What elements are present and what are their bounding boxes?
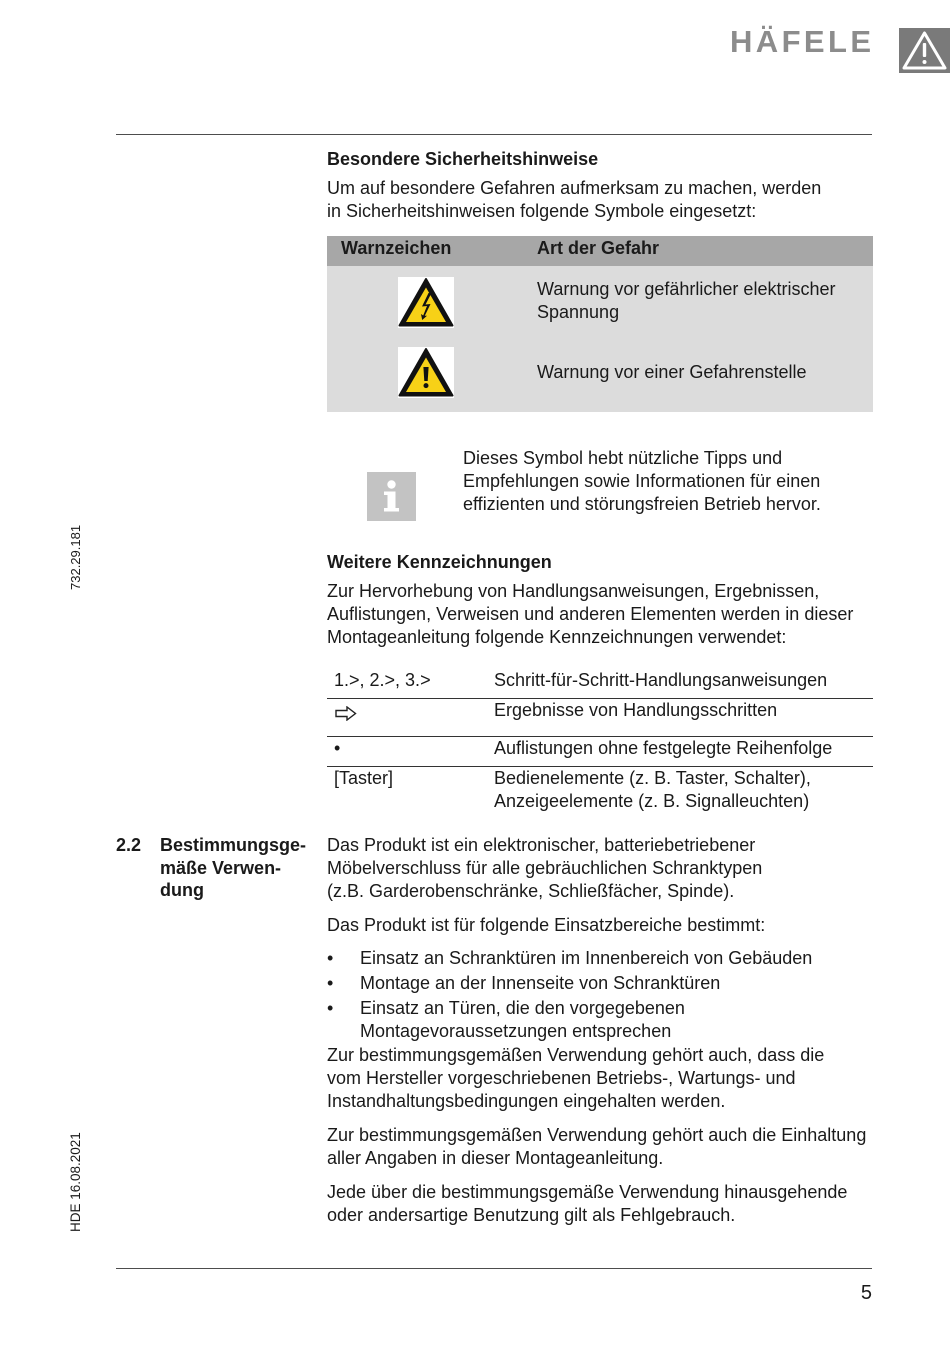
marking-description: Ergebnisse von Handlungsschritten [494,700,778,720]
paragraph-line: Zur bestimmungsgemäßen Verwendung gehört auch, dass die [327,1045,825,1065]
bullet-symbol: • [327,973,334,993]
hazard-symbol-table [327,236,873,412]
marking-description: Auflistungen ohne festgelegte Reihenfolge [494,738,833,758]
paragraph-line: Jede über die bestimmungsgemäße Verwendung hinausgehende [327,1182,848,1202]
paragraph-line: vom Hersteller vorgeschriebenen Betriebs-, Wartungs- und [327,1068,796,1088]
electrical-voltage-warning-icon [398,277,454,328]
tip-note-text [463,447,821,516]
markings-table [327,669,873,812]
markings-intro [327,580,853,649]
list-item [360,997,685,1043]
hazard-table-header [327,236,873,266]
list-item: Montage an der Innenseite von Schranktüren [360,973,721,993]
column-header-sign: Warnzeichen [341,238,452,258]
paragraph-line: Instandhaltungsbedingungen eingehalten werden. [327,1091,726,1111]
marking-symbol: • [334,738,341,758]
paragraph-line: Möbelverschluss für alle gebräuchlichen Schranktypen [327,858,763,878]
list-item: Einsatz an Schranktüren im Innenbereich von Gebäuden [360,948,813,968]
marking-description: Schritt-für-Schritt-Handlungsanweisungen [494,670,828,690]
paragraph-line: Auflistungen, Verweisen und anderen Elementen werden in dieser [327,604,854,624]
hazard-row-line: Spannung [537,302,620,322]
marking-description-line: Anzeigeelemente (z. B. Signalleuchten) [494,791,810,811]
hazard-row-text [537,361,806,384]
article-number: 732.29.181 [68,524,83,590]
use-intro: Das Produkt ist für folgende Einsatzbereiche bestimmt: [327,915,766,935]
paragraph-line: oder andersartige Benutzung gilt als Fehlgebrauch. [327,1205,736,1225]
hazard-row-line: Warnung vor einer Gefahrenstelle [537,362,807,382]
marking-description [494,767,811,813]
marking-symbol: [Taster] [334,768,394,788]
markings-heading: Weitere Kennzeichnungen [327,552,552,572]
marking-symbol: 1.>, 2.>, 3.> [334,670,431,690]
list-item-line: Einsatz an Türen, die den vorgegebenen [360,998,685,1018]
paragraph-line: Zur bestimmungsgemäßen Verwendung gehört auch die Einhaltung [327,1125,867,1145]
paragraph-line: Um auf besondere Gefahren aufmerksam zu machen, werden [327,178,822,198]
paragraph-line: Zur Hervorhebung von Handlungsanweisungen, Ergebnissen, [327,581,820,601]
hazard-row-line: Warnung vor gefährlicher elektrischer [537,279,836,299]
section-title-line: Bestimmungsge- [160,835,307,855]
compliance-note [327,1124,866,1170]
section-number: 2.2 [116,835,142,855]
paragraph-line: Dieses Symbol hebt nützliche Tipps und [463,448,783,468]
bottom-divider [116,1268,872,1269]
paragraph-line: in Sicherheitshinweisen folgende Symbole eingesetzt: [327,201,757,221]
document-date: HDE 16.08.2021 [68,1132,83,1232]
paragraph-line: (z.B. Garderobenschränke, Schließfächer, Spinde). [327,881,735,901]
paragraph-line: aller Angaben in dieser Montageanleitung. [327,1148,664,1168]
safety-notes-heading: Besondere Sicherheitshinweise [327,149,599,169]
product-description [327,834,762,903]
list-item-line: Montagevoraussetzungen entsprechen [360,1021,672,1041]
section-title-line: dung [160,880,204,900]
misuse-note [327,1181,847,1227]
section-title-line: mäße Verwen- [160,857,282,878]
paragraph-line: Montageanleitung folgende Kennzeichnungen verwendet: [327,627,787,647]
hazard-row-text [537,278,835,324]
section-title [160,834,306,902]
warning-triangle-icon [899,28,950,73]
use-case-list [327,947,873,1045]
safety-chapter-tab [899,28,950,73]
bullet-symbol: • [327,998,334,1018]
result-arrow-icon [335,706,357,721]
paragraph-line: effizienten und störungsfreien Betrieb hervor. [463,494,821,514]
hafele-logo: HÄFELE [730,24,875,59]
bullet-symbol: • [327,948,334,968]
usage-conditions [327,1044,824,1113]
top-divider [116,134,872,135]
safety-notes-intro [327,177,821,223]
marking-description-line: Bedienelemente (z. B. Taster, Schalter), [494,768,811,788]
info-icon [367,472,416,521]
column-header-hazard: Art der Gefahr [537,238,660,258]
page-number: 5 [860,1282,872,1304]
general-hazard-warning-icon [398,347,454,398]
paragraph-line: Empfehlungen sowie Informationen für einen [463,471,821,491]
paragraph-line: Das Produkt ist ein elektronischer, batteriebetriebener [327,835,756,855]
